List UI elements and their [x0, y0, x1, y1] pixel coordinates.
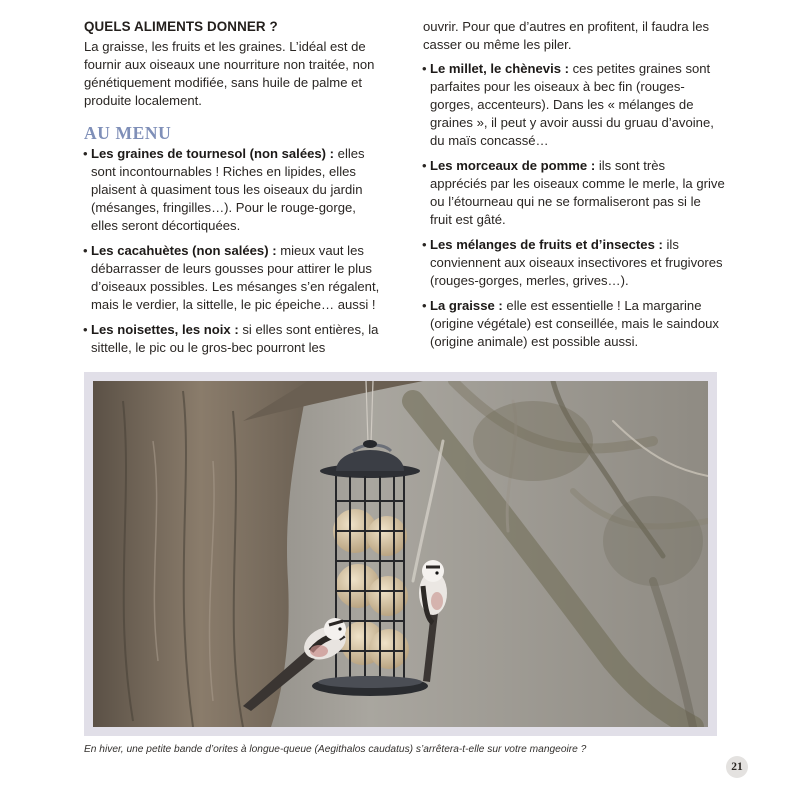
photo-frame [84, 372, 717, 736]
item-text: ils conviennent aux oiseaux insectivores et frugivores (rouges-gorges, merles, grives…). [430, 237, 723, 288]
item-text: elles sont incontournables ! Riches en lipides, elles plaisent à quasiment tous les oiseaux du jardin (mésanges, fringilles…). Pour le rouge-gorge, elles seront décortiquées. [91, 146, 365, 233]
item-title: Les mélanges de fruits et d’insectes : [430, 237, 663, 252]
page-number-badge: 21 [726, 756, 748, 778]
bird-feeder-photo [93, 381, 708, 727]
continuation-text: ouvrir. Pour que d’autres en profitent, il faudra les casser ou même les piler. [423, 19, 710, 52]
item-title: La graisse : [430, 298, 503, 313]
item-text: elle est essentielle ! La margarine (origine végétale) est conseillée, mais le saindoux (origine animale) est possible aussi. [430, 298, 719, 349]
left-column [84, 18, 386, 364]
item-text: mieux vaut les débarrasser de leurs gousses pour attirer le plus d’oiseaux possibles. Les mésanges s’en régalent, mais le verdier, la sittelle, le pic épeiche… aussi ! [91, 243, 380, 312]
list-item-melanges [423, 236, 725, 290]
item-title: Les morceaux de pomme : [430, 158, 596, 173]
photo-caption: En hiver, une petite bande d’orites à longue-queue (Aegithalos caudatus) s’arrêtera-t-elle sur votre mangeoire ? [84, 744, 587, 755]
right-column [423, 18, 725, 358]
item-title: Le millet, le chènevis : [430, 61, 569, 76]
intro-paragraph: La graisse, les fruits et les graines. L’idéal est de fournir aux oiseaux une nourriture non traitée, non génétiquement modifiée, sans huile de palme et produite localement. [84, 39, 375, 108]
list-item-cacahuetes [84, 242, 386, 314]
list-item-pomme [423, 157, 725, 229]
menu-subheading: AU MENU [84, 123, 172, 143]
item-text: ils sont très appréciés par les oiseaux comme le merle, la grive ou l’étourneau qui ne se formaliseront pas si le fruit est gâté. [430, 158, 725, 227]
item-title: Les cacahuètes (non salées) : [91, 243, 277, 258]
list-item-millet [423, 60, 725, 150]
item-text: si elles sont entières, la sittelle, le pic ou le gros-bec pourront les [91, 322, 379, 355]
item-text: ces petites graines sont parfaites pour les oiseaux à bec fin (rouges-gorges, accenteurs). Dans les « mélanges de graines », il peut y avoir aussi du gruau d’avoine, du maïs concassé… [430, 61, 714, 148]
list-item-graisse [423, 297, 725, 351]
list-item-noisettes [84, 321, 386, 357]
item-title: Les graines de tournesol (non salées) : [91, 146, 335, 161]
list-item-tournesol [84, 145, 386, 235]
suet-balls [333, 509, 409, 669]
section-heading: QUELS ALIMENTS DONNER ? [84, 19, 278, 34]
item-title: Les noisettes, les noix : [91, 322, 239, 337]
